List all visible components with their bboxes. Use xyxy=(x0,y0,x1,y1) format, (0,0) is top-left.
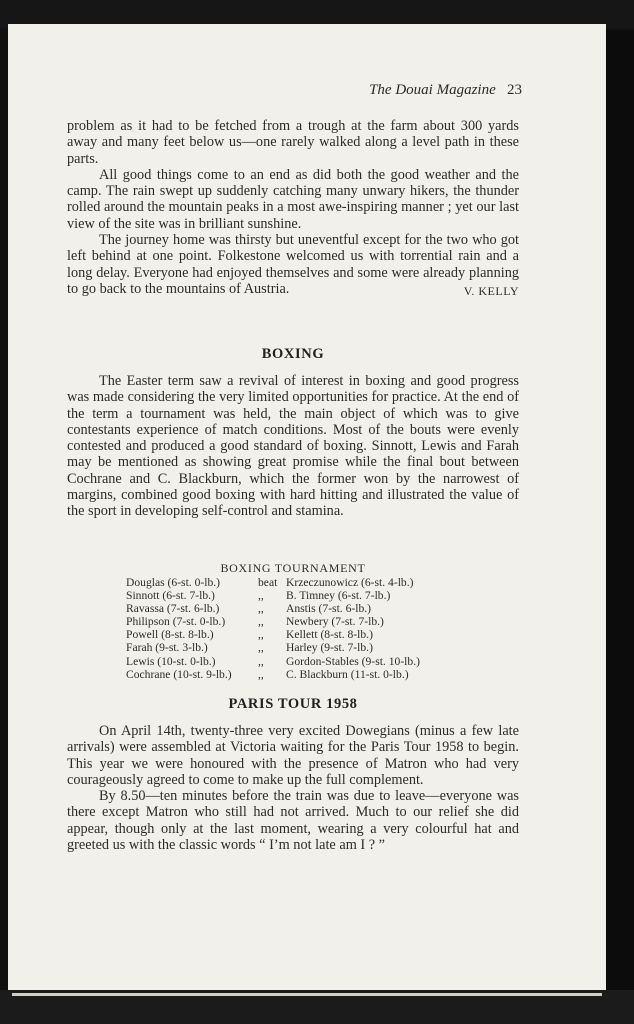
section-heading-boxing: BOXING xyxy=(261,346,325,362)
section-heading-paris-tour: PARIS TOUR 1958 xyxy=(228,696,358,712)
winner: Cochrane (10-st. 9-lb.) xyxy=(126,667,232,681)
paragraph-text: The journey home was thirsty but uneventful except for the two who got left behind at one point. Folkestone welcomed us with torrential rain and a long delay. Everyone had enjoyed themselves and some were already planning to go back to the mountains of Austria. xyxy=(67,232,519,297)
loser: Krzeczunowicz (6-st. 4-lb.) xyxy=(286,576,414,589)
separator: beat xyxy=(258,576,278,589)
winner: Farah (9-st. 3-lb.) xyxy=(126,641,208,655)
paragraph: All good things come to an end as did both the good weather and the camp. The rain swept up suddenly catching many unwary hikers, the thunder rolled around the mountain peaks in a most awe-inspiring manner ; yet our last view of the site was in brilliant sunshine. xyxy=(67,166,519,232)
loser: C. Blackburn (11-st. 0-lb.) xyxy=(286,667,409,681)
winner: Douglas (6-st. 0-lb.) xyxy=(126,576,221,589)
paragraph: On April 14th, twenty-three very excited Dowegians (minus a few late arrivals) were assembled at Victoria waiting for the Paris Tour 1958 to begin. This year we were honoured with the presence of Matron who had very courageously agreed to come to make up the full complement. xyxy=(67,723,519,788)
page-number: 23 xyxy=(507,82,522,98)
winner: Powell (8-st. 8-lb.) xyxy=(126,628,214,642)
winner: Ravassa (7-st. 6-lb.) xyxy=(126,602,220,616)
winner: Philipson (7-st. 0-lb.) xyxy=(126,615,226,629)
separator: ,, xyxy=(258,615,264,629)
loser: Anstis (7-st. 6-lb.) xyxy=(286,602,372,616)
separator: ,, xyxy=(258,641,264,655)
loser: B. Timney (6-st. 7-lb.) xyxy=(286,589,391,603)
book-spine xyxy=(606,30,634,1024)
loser: Newbery (7-st. 7-lb.) xyxy=(286,615,384,629)
paris-tour-article xyxy=(67,723,519,853)
tournament-title: BOXING TOURNAMENT xyxy=(220,561,366,575)
running-header xyxy=(300,82,522,99)
page-stack-line xyxy=(12,993,602,996)
paragraph xyxy=(67,232,519,297)
author-signature: V. KELLY xyxy=(463,283,519,298)
paragraph: problem as it had to be fetched from a trough at the farm about 300 yards away and many feet below us—one rarely walked along a level path in these parts. xyxy=(67,118,519,167)
loser: Kellett (8-st. 8-lb.) xyxy=(286,628,373,642)
loser: Harley (9-st. 7-lb.) xyxy=(286,641,373,655)
winner: Lewis (10-st. 0-lb.) xyxy=(126,654,216,668)
separator: ,, xyxy=(258,602,264,616)
magazine-title: The Douai Magazine xyxy=(369,82,496,98)
book-bottom-edge xyxy=(0,990,634,1024)
loser: Gordon-Stables (9-st. 10-lb.) xyxy=(286,654,420,668)
paragraph: The Easter term saw a revival of interest in boxing and good progress was made considering the very limited opportunities for practice. At the end of the term a tournament was held, the main object of which was to give contestants experience of match conditions. Most of the bouts were evenly contested and produced a good standard of boxing. Sinnott, Lewis and Farah may be mentioned as showing great promise while the final bout between Cochrane and C. Blackburn, which the former won by the narrowest of margins, combined good boxing with hard hitting and illustrated the value of the sport in developing self-control and stamina. xyxy=(67,373,519,520)
separator: ,, xyxy=(258,628,264,642)
boxing-article xyxy=(67,373,519,520)
separator: ,, xyxy=(258,589,264,603)
separator: ,, xyxy=(258,654,264,668)
separator: ,, xyxy=(258,667,264,681)
winner: Sinnott (6-st. 7-lb.) xyxy=(126,589,215,603)
paragraph: By 8.50—ten minutes before the train was due to leave—everyone was there except Matron who still had not arrived. Much to our relief she did appear, though only at the last moment, wearing a very colourful hat and greeted us with the classic words “ I’m not late am I ? ” xyxy=(67,788,519,854)
continued-article xyxy=(67,118,519,299)
